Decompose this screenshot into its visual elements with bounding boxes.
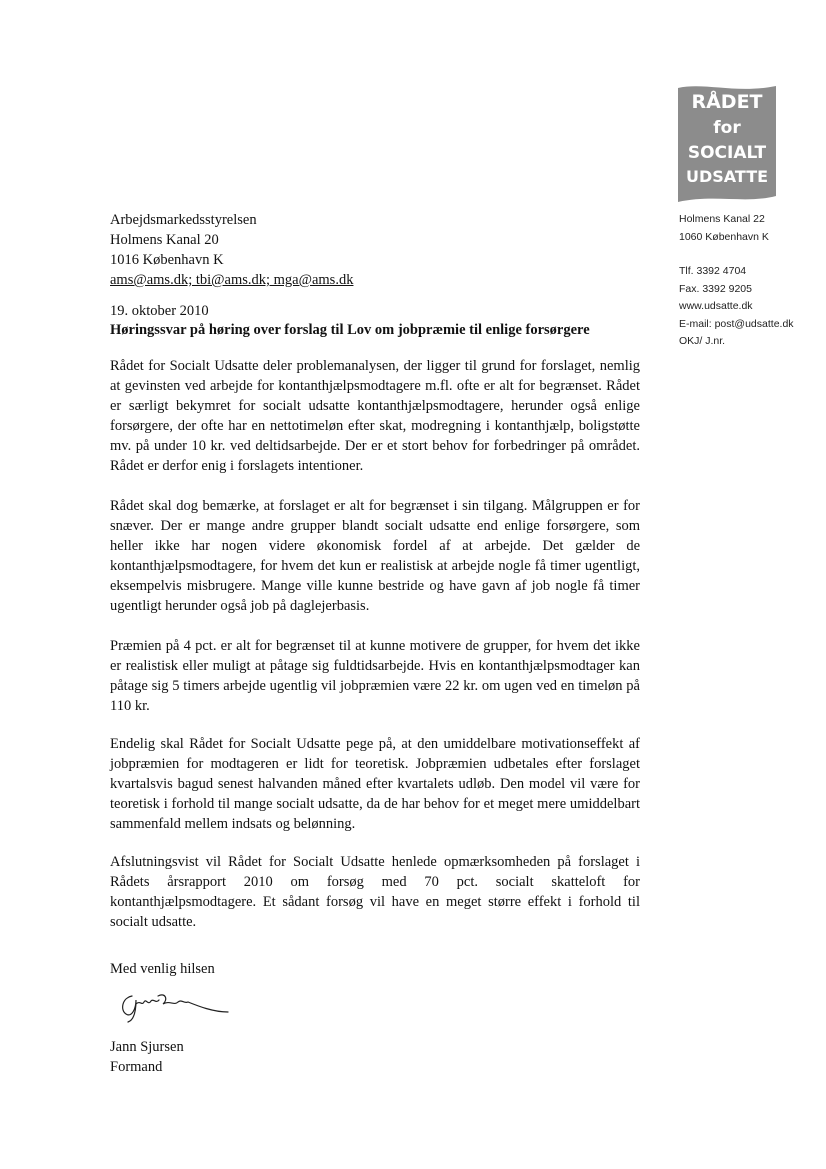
closing-greeting: Med venlig hilsen xyxy=(110,961,215,977)
recipient-city: 1016 København K xyxy=(110,252,224,268)
sender-info xyxy=(679,211,819,351)
logo-line1: RÅDET xyxy=(691,91,763,113)
letter-date: 19. oktober 2010 xyxy=(110,303,209,319)
sender-fax: Fax. 3392 9205 xyxy=(679,282,752,295)
raadet-logo xyxy=(676,84,778,206)
recipient-street: Holmens Kanal 20 xyxy=(110,232,219,248)
logo-line3: SOCIALT xyxy=(687,143,767,163)
paragraph: Rådet skal dog bemærke, at forslaget er alt for begrænset i sin tilgang. Målgruppen er for snæver. Der er mange andre grupper blandt socialt udsatte end enlige forsørgere, som heller ikke har nogen videre økonomisk fordel af at arbejde. Det gælder de kontanthjælpsmodtagere, for hvem det kun er realistisk at arbejde nogle få timer ugentligt, eksempelvis misbrugere. Mange ville kunne bestride og have gavn af job nogle få timer ugentligt herunder også job på daglejerbasis. xyxy=(110,498,640,614)
paragraph: Præmien på 4 pct. er alt for begrænset til at kunne motivere de grupper, for hvem det ikke er realistisk eller muligt at påtage sig fuldtidsarbejde. Hvis en kontanthjælpsmodtager kan påtage sig 5 timers arbejde ugentlig vil jobpræmien være 22 kr. om ugen ved en timeløn på 110 kr. xyxy=(110,638,640,714)
logo-line4: UDSATTE xyxy=(685,167,769,186)
handwritten-signature xyxy=(118,990,230,1024)
letter-subject: Høringssvar på høring over forslag til Lov om jobpræmie til enlige forsørgere xyxy=(110,322,590,338)
paragraph: Afslutningsvist vil Rådet for Socialt Udsatte henlede opmærksomheden på forslaget i Rådets årsrapport 2010 om forsøg med 70 pct. socialt skatteloft for kontanthjælpsmodtagere. Et sådant forsøg vil have en meget større effekt i forhold til socialt udsatte. xyxy=(110,854,640,930)
sender-phone: Tlf. 3392 4704 xyxy=(679,265,747,277)
recipient-name: Arbejdsmarkedsstyrelsen xyxy=(110,212,257,228)
paragraph: Endelig skal Rådet for Socialt Udsatte pege på, at den umiddelbare motivationseffekt af jobpræmien for modtageren er lidt for teoretisk. Jobpræmien udbetales efter forslaget kvartalsvis bagud senest halvanden måned efter kvartalets udløb. Den model vil være for teoretisk i forhold til mange socialt udsatte, da de har behov for et meget mere umiddelbart sammenfald mellem indsats og belønning. xyxy=(110,736,640,832)
signer-block xyxy=(110,1037,184,1077)
signer-name: Jann Sjursen xyxy=(110,1039,184,1055)
recipient-emails[interactable]: ams@ams.dk; tbi@ams.dk; mga@ams.dk xyxy=(110,272,354,288)
sender-ref: OKJ/ J.nr. xyxy=(679,335,726,347)
paragraph: Rådet for Socialt Udsatte deler problemanalysen, der ligger til grund for forslaget, nemlig at gevinsten ved arbejde for kontanthjælpsmodtagere m.fl. ofte er alt for begrænset. Rådet er særligt bekymret for socialt udsatte kontanthjælpsmodtagere, herunder også enlige forsørgere, der ofte har en nettotimeløn efter skat, modregning i kontanthjælp, boligstøtte mv. på under 10 kr. ved deltidsarbejde. Der er et stort behov for forbedringer på området. Rådet er derfor enig i forslagets intentioner. xyxy=(110,358,640,474)
sender-address1: Holmens Kanal 22 xyxy=(679,213,765,225)
sender-address2: 1060 København K xyxy=(679,230,769,243)
signer-title: Formand xyxy=(110,1059,163,1075)
logo-line2: for xyxy=(713,118,741,138)
recipient-block xyxy=(110,210,570,290)
sender-web-link[interactable]: www.udsatte.dk xyxy=(679,300,753,312)
sender-email[interactable]: E-mail: post@udsatte.dk xyxy=(679,317,794,330)
